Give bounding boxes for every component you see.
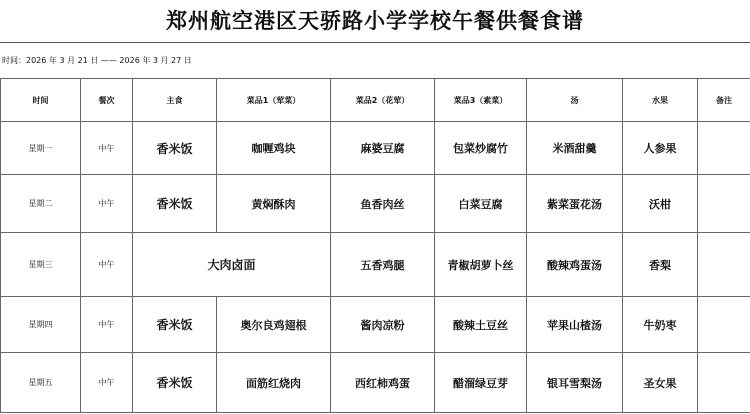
dish3-cell: 酸辣土豆丝: [435, 297, 527, 353]
note-cell: [698, 297, 750, 353]
dish2-cell: 鱼香肉丝: [331, 175, 435, 233]
note-cell: [698, 233, 750, 297]
dish1-cell: 咖喱鸡块: [217, 122, 331, 175]
header-soup: 汤: [527, 79, 623, 122]
header-time: 时间: [1, 79, 81, 122]
header-fruit: 水果: [623, 79, 698, 122]
dish2-cell: 酱肉凉粉: [331, 297, 435, 353]
fruit-cell: 圣女果: [623, 353, 698, 413]
meal-cell: 中午: [81, 353, 133, 413]
meal-cell: 中午: [81, 175, 133, 233]
meal-cell: 中午: [81, 122, 133, 175]
fruit-cell: 人参果: [623, 122, 698, 175]
fruit-cell: 香梨: [623, 233, 698, 297]
staple-cell: 香米饭: [133, 175, 217, 233]
dish3-cell: 白菜豆腐: [435, 175, 527, 233]
meal-cell: 中午: [81, 233, 133, 297]
dish1-cell: 黄焖酥肉: [217, 175, 331, 233]
staple-cell: 香米饭: [133, 353, 217, 413]
table-row: [1, 233, 750, 297]
staple-cell: 香米饭: [133, 122, 217, 175]
day-cell: 星期三: [1, 233, 81, 297]
header-dish2: 菜品2（花荤）: [331, 79, 435, 122]
merged-staple-cell: 大肉卤面: [133, 233, 331, 297]
soup-cell: 米酒甜羹: [527, 122, 623, 175]
header-staple: 主食: [133, 79, 217, 122]
header-row: [1, 79, 750, 122]
header-note: 备注: [698, 79, 750, 122]
dish2-cell: 西红柿鸡蛋: [331, 353, 435, 413]
note-cell: [698, 175, 750, 233]
dish1-cell: 奥尔良鸡翅根: [217, 297, 331, 353]
date-range: 时间：2026 年 3 月 21 日 —— 2026 年 3 月 27 日: [0, 42, 750, 78]
table-row: [1, 175, 750, 233]
meal-cell: 中午: [81, 297, 133, 353]
day-cell: 星期一: [1, 122, 81, 175]
header-dish3: 菜品3（素菜）: [435, 79, 527, 122]
soup-cell: 银耳雪梨汤: [527, 353, 623, 413]
staple-cell: 香米饭: [133, 297, 217, 353]
soup-cell: 紫菜蛋花汤: [527, 175, 623, 233]
dish1-cell: 面筋红烧肉: [217, 353, 331, 413]
fruit-cell: 牛奶枣: [623, 297, 698, 353]
header-meal: 餐次: [81, 79, 133, 122]
note-cell: [698, 122, 750, 175]
dish3-cell: 醋溜绿豆芽: [435, 353, 527, 413]
soup-cell: 酸辣鸡蛋汤: [527, 233, 623, 297]
table-row: [1, 122, 750, 175]
dish2-cell: 五香鸡腿: [331, 233, 435, 297]
note-cell: [698, 353, 750, 413]
dish3-cell: 包菜炒腐竹: [435, 122, 527, 175]
page-title: 郑州航空港区天骄路小学学校午餐供餐食谱: [166, 8, 584, 33]
menu-table: [0, 78, 750, 413]
day-cell: 星期五: [1, 353, 81, 413]
day-cell: 星期二: [1, 175, 81, 233]
soup-cell: 苹果山楂汤: [527, 297, 623, 353]
day-cell: 星期四: [1, 297, 81, 353]
table-row: [1, 297, 750, 353]
fruit-cell: 沃柑: [623, 175, 698, 233]
dish3-cell: 青椒胡萝卜丝: [435, 233, 527, 297]
header-dish1: 菜品1（荤菜）: [217, 79, 331, 122]
table-row: [1, 353, 750, 413]
dish2-cell: 麻婆豆腐: [331, 122, 435, 175]
